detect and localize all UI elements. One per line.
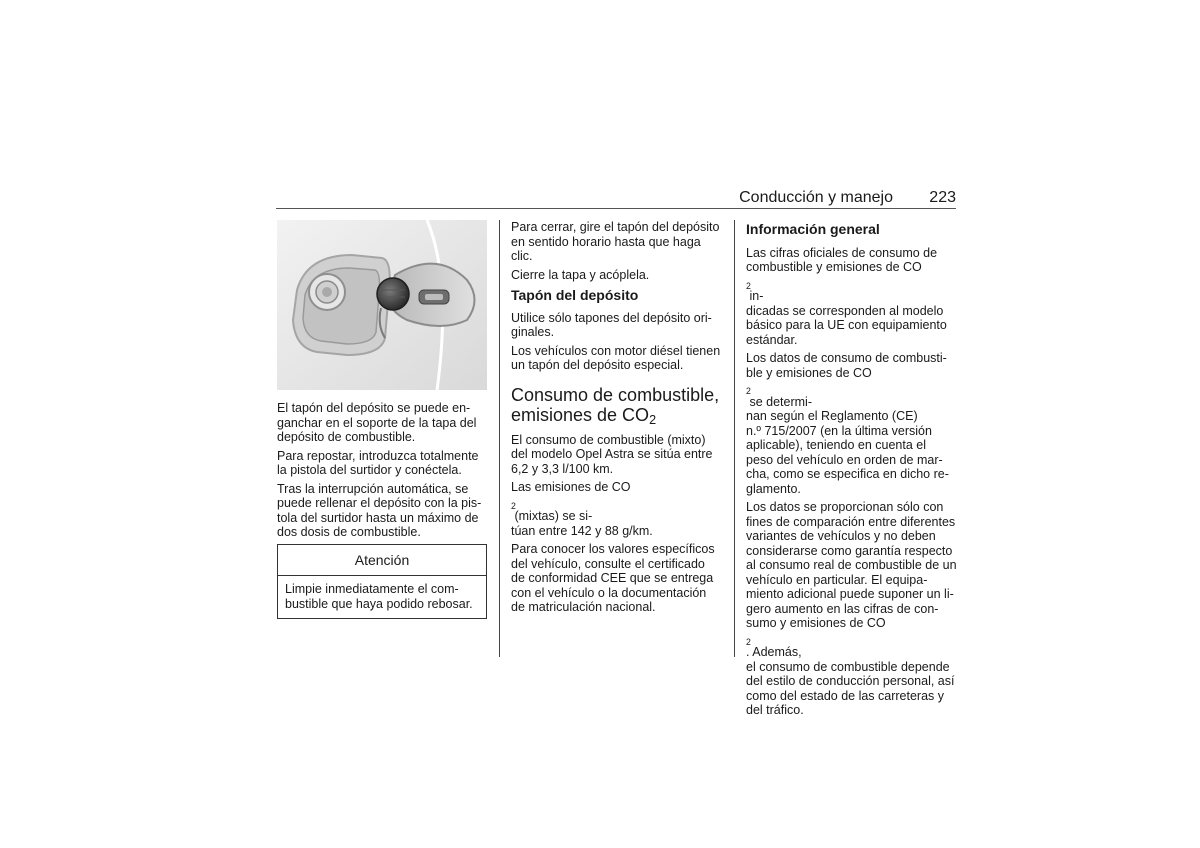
heading-general-info: Información general [746,221,880,237]
text-line: El consumo de combustible (mixto) [511,432,706,447]
text-line: 6,2 y 3,3 l/100 km. [511,461,614,476]
text-line: de matriculación nacional. [511,600,656,614]
text-line [746,366,961,410]
text-line: Tras la interrupción automática, se [277,481,469,496]
text-line: Los datos de consumo de combusti- [746,351,947,365]
text-line: ginales. [511,325,555,339]
right-column [746,220,961,722]
heading-fuel-consumption [511,385,726,425]
text-line: El tapón del depósito se puede en- [277,401,471,415]
text-line: un tapón del depósito especial. [511,358,684,372]
text-fragment: combustible y emisiones de CO [746,260,922,274]
attention-title: Atención [278,545,486,576]
text-line: la pistola del surtidor y conéctela. [277,463,462,477]
text-line: estándar. [746,332,798,347]
text-line: tola del surtidor hasta un máximo de [277,510,479,525]
heading-text: emisiones de CO [511,404,650,425]
co2-subscript: 2 [746,386,751,396]
heading-line: Consumo de combustible, [511,384,720,405]
text-line: variantes de vehículos y no deben [746,529,936,543]
paragraph-refuel [277,449,487,478]
text-line: del estilo de conducción personal, así [746,674,955,688]
co2-subscript: 2 [511,500,516,511]
text-line: Limpie inmediatamente el com- [285,582,459,596]
paragraph-emissions-range [511,480,726,538]
text-line: vehículo en particular. El equipa- [746,572,928,587]
text-line: dos dosis de combustible. [277,525,421,539]
co2-subscript: 2 [746,280,751,291]
column-divider-right [734,220,735,657]
text-line: Las cifras oficiales de consumo de [746,245,938,260]
text-line: Cierre la tapa y acóplela. [511,267,650,282]
paragraph-comparison [746,500,961,718]
text-line: Para repostar, introduzca totalmente [277,448,479,463]
text-fragment: se determi- [746,394,812,409]
text-line: de conformidad CEE que se entrega [511,571,714,585]
text-line: básico para la UE con equipamiento [746,318,947,332]
header-rule [276,208,956,209]
text-line: depósito de combustible. [277,430,416,444]
text-line: en sentido horario hasta que haga [511,234,701,249]
text-line: cha, como se especifica en dicho re- [746,467,949,481]
text-line: Para cerrar, gire el tapón del depósito [511,220,720,234]
text-line: con el vehículo o la documentación [511,585,707,600]
text-fragment: Las emisiones de CO [511,480,631,494]
text-fragment: sumo y emisiones de CO [746,616,886,630]
text-line: como del estado de las carreteras y [746,688,945,703]
text-line: aplicable), teniendo en cuenta el [746,438,926,452]
paragraph-official-figures [746,246,961,348]
text-line: al consumo real de combustible de un [746,558,957,572]
column-divider-left [499,220,500,657]
paragraph-close-flap [511,268,726,283]
paragraph-auto-stop [277,482,487,540]
page-header [276,188,956,208]
paragraph-diesel-cap [511,344,726,373]
paragraph-consumption-range [511,433,726,477]
text-line [746,616,961,660]
text-line: Los datos se proporcionan sólo con [746,500,944,514]
text-line: del tráfico. [746,703,804,717]
attention-body [278,576,486,617]
co2-subscript: 2 [746,636,751,647]
section-title: Conducción y manejo [739,189,893,206]
heading-fuel-cap: Tapón del depósito [511,287,639,303]
fuel-cap-drawing [277,220,487,390]
text-line [511,480,726,524]
paragraph-cap-holder [277,401,487,445]
text-line: bustible que haya podido rebosar. [285,596,473,611]
text-line: nan según el Reglamento (CE) [746,409,918,423]
text-fragment: ble y emisiones de CO [746,365,872,380]
text-line: glamento. [746,481,801,496]
text-line: clic. [511,249,533,263]
text-line: miento adicional puede suponer un li- [746,587,954,601]
text-line: fines de comparación entre diferentes [746,514,956,529]
fuel-cap-illustration [277,220,487,390]
page-number: 223 [929,189,956,206]
text-line: dicadas se corresponden al modelo [746,303,944,318]
heading-line-co2 [511,405,726,425]
text-fragment: (mixtas) se si- [511,509,593,523]
text-line: n.º 715/2007 (en la última versión [746,423,932,438]
text-line: peso del vehículo en orden de mar- [746,452,943,467]
text-line: del modelo Opel Astra se sitúa entre [511,447,713,461]
paragraph-close-cap [511,220,726,264]
text-line: considerarse como garantía respecto [746,543,953,558]
text-line: gero aumento en las cifras de con- [746,601,939,616]
paragraph-regulation [746,351,961,496]
text-fragment: in- [746,289,764,303]
text-line: Los vehículos con motor diésel tienen [511,343,721,358]
text-line [746,260,961,304]
text-line: Utilice sólo tapones del depósito ori- [511,310,712,325]
text-line: Para conocer los valores específicos [511,542,715,556]
text-fragment: . Además, [746,645,802,659]
left-column [277,401,487,544]
paragraph-specific-values [511,542,726,615]
attention-notice [277,544,487,619]
text-line: del vehículo, consulte el certificado [511,556,705,571]
text-line: puede rellenar el depósito con la pis- [277,496,482,510]
middle-column [511,220,726,619]
text-line: túan entre 142 y 88 g/km. [511,523,653,538]
text-line: el consumo de combustible depende [746,659,950,674]
paragraph-original-caps [511,311,726,340]
text-line: ganchar en el soporte de la tapa del [277,415,477,430]
co2-subscript: 2 [649,412,657,427]
